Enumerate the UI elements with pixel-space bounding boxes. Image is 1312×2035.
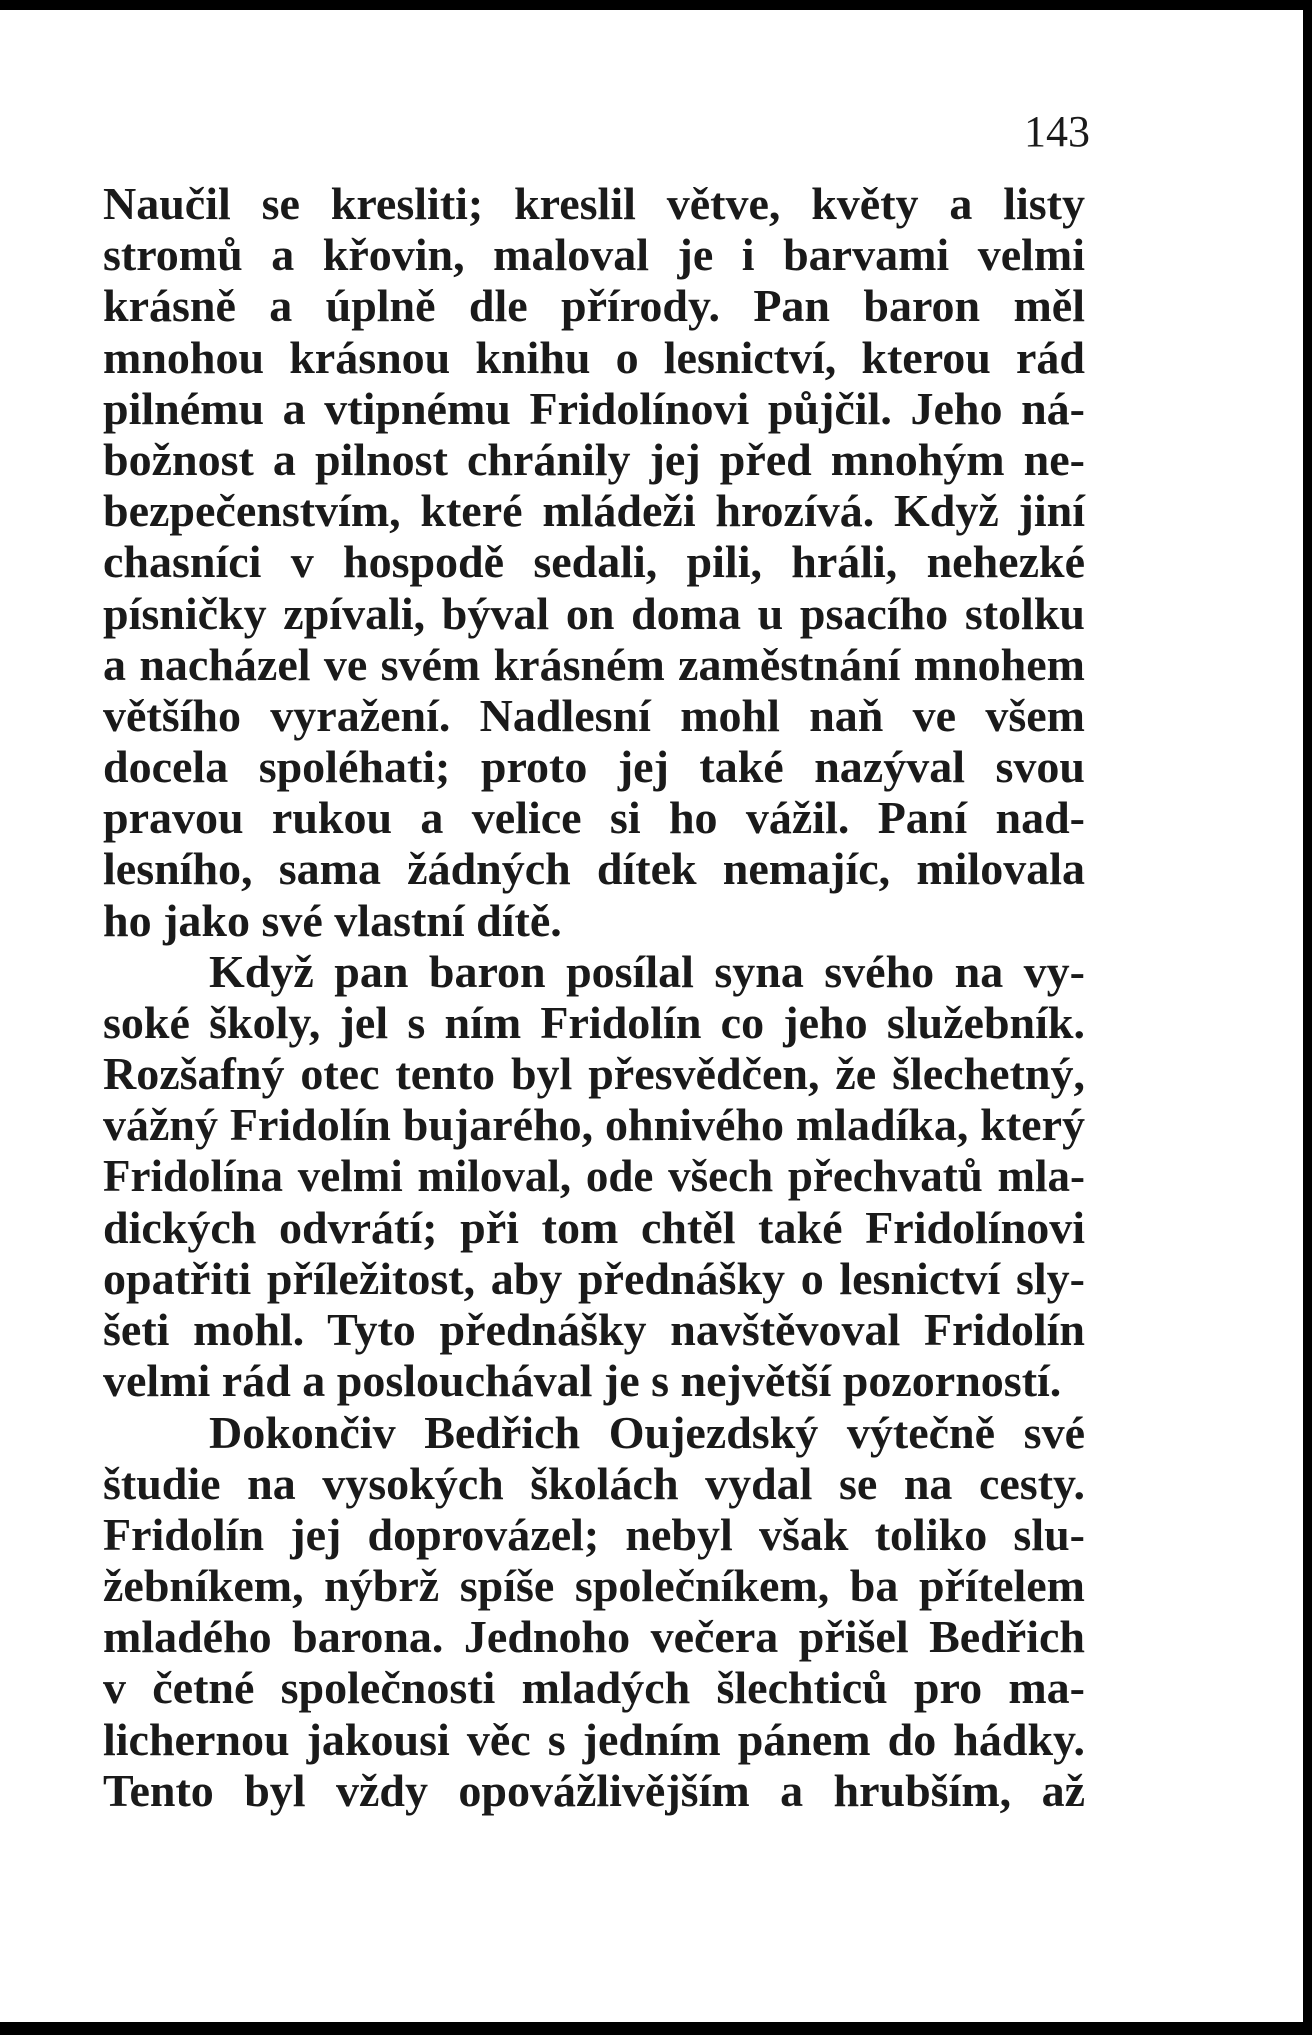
text-line: a nacházel ve svém krásném zaměstnání mnohem xyxy=(103,638,1085,690)
text-line: mladého barona. Jednoho večera přišel Bedřich xyxy=(103,1611,1085,1663)
text-line: lichernou jakousi věc s jedním pánem do hádky. xyxy=(103,1713,1085,1765)
page-number: 143 xyxy=(1024,107,1090,156)
text-line: žebníkem, nýbrž spíše společníkem, ba přítelem xyxy=(103,1560,1085,1612)
text-line: lesního, sama žádných dítek nemajíc, milovala xyxy=(103,843,1085,895)
text-line: většího vyražení. Nadlesní mohl naň ve všem xyxy=(103,689,1085,741)
text-line: mnohou krásnou knihu o lesnictví, kterou rád xyxy=(103,331,1085,383)
text-line: Tento byl vždy opovážlivějším a hrubším, až xyxy=(103,1764,1085,1816)
body-text xyxy=(103,178,1085,1816)
text-line: opatřiti příležitost, aby přednášky o lesnictví sly- xyxy=(103,1252,1085,1304)
text-line: božnost a pilnost chránily jej před mnohým ne- xyxy=(103,433,1085,485)
paragraph-start-line: Dokončiv Bedřich Oujezdský výtečně své xyxy=(209,1406,1085,1458)
paragraph-end-line: velmi rád a poslouchával je s největší pozorností. xyxy=(103,1355,1062,1407)
text-line: Naučil se kresliti; kreslil větve, květy a listy xyxy=(103,178,1085,229)
text-line: Fridolín jej doprovázel; nebyl však toliko slu- xyxy=(103,1508,1085,1560)
text-line: krásně a úplně dle přírody. Pan baron měl xyxy=(103,280,1085,332)
text-line: študie na vysokých školách vydal se na cesty. xyxy=(103,1457,1085,1509)
book-page xyxy=(0,10,1303,2022)
text-line: chasníci v hospodě sedali, pili, hráli, nehezké xyxy=(103,536,1085,588)
text-line: Fridolína velmi miloval, ode všech přechvatů mla- xyxy=(103,1150,1085,1201)
paragraph-end-line: ho jako své vlastní dítě. xyxy=(103,894,562,946)
text-line: pilnému a vtipnému Fridolínovi půjčil. Jeho ná- xyxy=(103,382,1085,434)
text-line: soké školy, jel s ním Fridolín co jeho služebník. xyxy=(103,997,1085,1048)
text-line: šeti mohl. Tyto přednášky navštěvoval Fridolín xyxy=(103,1304,1085,1356)
paragraph-start-line: Když pan baron posílal syna svého na vy- xyxy=(209,945,1085,997)
text-line: pravou rukou a velice si ho vážil. Paní nad- xyxy=(103,792,1085,844)
text-line: Rozšafný otec tento byl přesvědčen, že šlechetný, xyxy=(103,1048,1085,1100)
text-line: vážný Fridolín bujarého, ohnivého mladíka, který xyxy=(103,1099,1085,1151)
text-line: v četné společnosti mladých šlechticů pro ma- xyxy=(103,1662,1085,1714)
text-line: dických odvrátí; při tom chtěl také Fridolínovi xyxy=(103,1201,1085,1253)
text-line: písničky zpívali, býval on doma u psacího stolku xyxy=(103,587,1085,639)
text-line: docela spoléhati; proto jej také nazýval svou xyxy=(103,741,1085,793)
text-line: bezpečenstvím, které mládeži hrozívá. Když jiní xyxy=(103,485,1085,537)
text-line: stromů a křovin, maloval je i barvami velmi xyxy=(103,229,1085,281)
